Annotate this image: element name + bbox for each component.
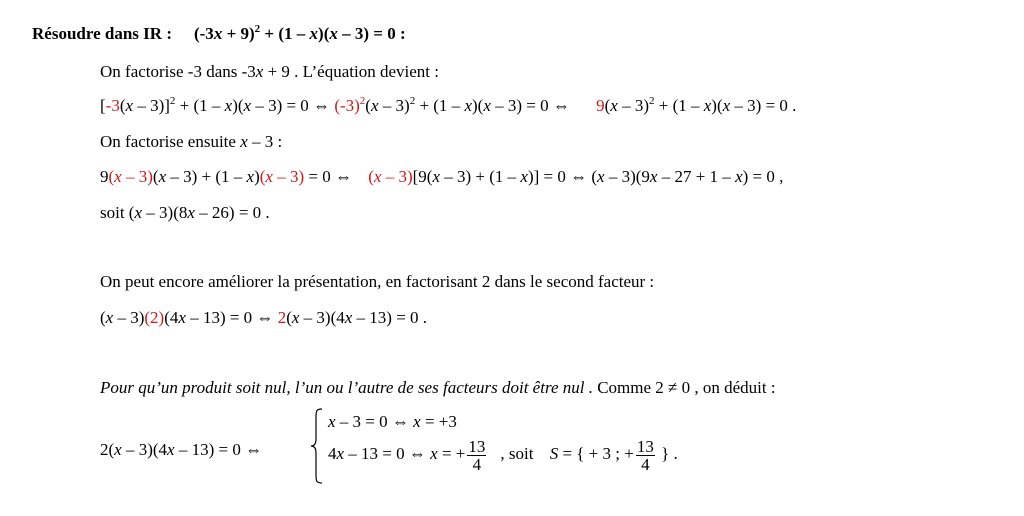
case-2-equation: 4x – 13 = 0 ⇔ x = + $\frac{13}{4}$ , soit S = { + 3 ; + $\frac{13}{4}$ } . [328,436,678,474]
fraction-13-4-solution: $\frac{13}{4}$ [636,436,654,474]
equation-line-5: 2(x – 3)(4x – 13) = 0 ⇔ [100,440,263,459]
fraction-13-4: $\frac{13}{4}$ [468,436,486,474]
real-numbers-set: IR [143,24,163,43]
equation-line-2: 9(x – 3)(x – 3) + (1 – x)(x – 3) = 0 ⇔ (x – 3)[9(x – 3) + (1 – x)] = 0 ⇔ (x – 3)(9x – 27 + 1 – x) = 0 , [100,167,784,186]
presentation-text: On peut encore améliorer la présentation, en factorisant 2 dans le second facteur : [100,272,655,291]
exercise-title: Résoudre dans IR : $(-3x + 9)^2 + (1 - x)(x - 3) = 0$ : [32,23,406,43]
equation-line-4: (x – 3)(2)(4x – 13) = 0 ⇔ 2(x – 3)(4x – 13) = 0 . [100,308,428,327]
null-product-rule-text: Pour qu’un produit soit nul, l’un ou l’autre de ses facteurs doit être nul . Comme 2 ≠ 0 , on déduit : [100,378,776,397]
equation-line-1: [-3(x – 3)]$^2$ + (1 – x)(x – 3) = 0 ⇔ $(-3)^2(x - 3)^2 + (1 - x)(x - 3) = 0$ ⇔ 9(x – 3)$^2$ + (1 – x)(x – 3) = 0 . [100,95,797,115]
equation-line-3: soit (x – 3)(8x – 26) = 0 . [100,203,270,222]
step-factorise-again-text: On factorise ensuite x – 3 : [100,132,283,151]
step-factorise-text: On factorise -3 dans -3x + 9 . L’équation devient : [100,62,439,81]
curly-brace-icon [310,408,324,484]
case-1-equation: x – 3 = 0 ⇔ x = +3 [328,412,457,431]
